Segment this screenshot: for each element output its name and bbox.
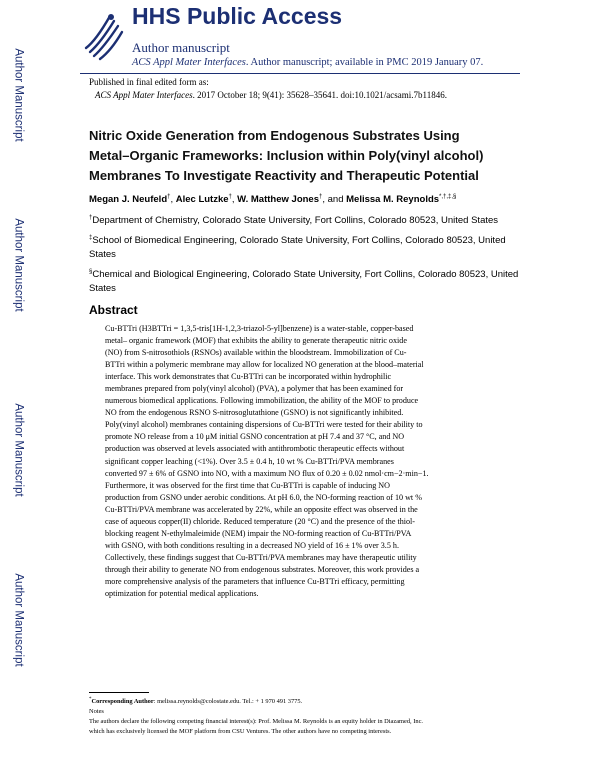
author-name: W. Matthew Jones — [237, 194, 319, 206]
footnotes: *Corresponding Author: melissa.reynolds@colostate.edu. Tel.: + 1 970 491 3775. Notes The authors declare the following competing financial interest(s): Prof. Melissa M. Reynolds is an equity holder in Diazamed, Inc. which has exclusively licensed the MOF platform from CSU Ventures. The other authors have no competing interests. — [89, 697, 423, 736]
publication-info: Published in final edited form as: ACS Appl Mater Interfaces. 2017 October 18; 9(41): 35628–35641. doi:10.1021/acsami.7b11846. — [89, 77, 447, 100]
abstract-line: interface. This work demonstrates that Cu-BTTri can be incorporated within hydrophilic — [105, 372, 392, 382]
abstract-line: Poly(vinyl alcohol) membranes containing dispersions of Cu-BTTri were tested for their ability to — [105, 420, 423, 430]
side-label: Author Manuscript — [13, 403, 26, 497]
affiliation: ‡School of Biomedical Engineering, Colorado State University, Fort Collins, Colorado 80523, United States — [89, 235, 506, 261]
affiliation: §Chemical and Biological Engineering, Colorado State University, Fort Collins, Colorado 80523, United States — [89, 269, 519, 295]
hhs-public-access-banner: HHS Public Access — [132, 3, 343, 29]
side-label: Author Manuscript — [13, 48, 26, 142]
author-manuscript-label: Author manuscript — [132, 40, 230, 55]
footnote-divider — [89, 692, 149, 693]
abstract-line: blocking reagent N-ethylmaleimide (NEM) impair the NO-forming reaction of Cu-BTTri/PVA — [105, 528, 412, 538]
abstract-line: case of aqueous copper(II) chloride. Reduced temperature (20 °C) and the presence of the thiol- — [105, 516, 415, 526]
abstract-line: NO from the endogenous RSNO S-nitrosoglutathione (GSNO) is not significantly inhibited. — [105, 408, 404, 418]
abstract-line: metal– organic framework (MOF) that exhibits the ability to generate therapeutic nitric oxide — [105, 336, 407, 346]
side-label: Author Manuscript — [13, 218, 26, 312]
abstract-line: (NO) from S-nitrosothiols (RSNOs) available within the bloodstream. Immobilization of Cu- — [105, 348, 407, 358]
abstract-line: significant copper leaching (<1%). Over 3.5 ± 0.4 h, 10 wt % Cu-BTTri/PVA membranes — [105, 456, 394, 466]
abstract-line: through their ability to generate NO from endogenous substrates. Moreover, this work provides a — [105, 564, 420, 574]
abstract-line: more comprehensive analysis of the parameters that influence Cu-BTTri efficacy, permitting — [105, 576, 405, 586]
abstract-heading: Abstract — [89, 303, 138, 317]
author-name: Megan J. Neufeld — [89, 194, 168, 206]
abstract-line: Cu-BTTri/PVA membrane was accelerated by 22%, while an opposite effect was observed in the — [105, 504, 418, 514]
hhs-eagle-logo-icon — [80, 8, 128, 62]
author-name: Melissa M. Reynolds — [346, 194, 440, 206]
abstract-line: promote NO release from a 10 μM initial GSNO concentration at pH 7.4 and 37 °C, and NO — [105, 432, 405, 442]
side-label: Author Manuscript — [13, 573, 26, 667]
availability-line: ACS Appl Mater Interfaces. Author manuscript; available in PMC 2019 January 07. — [132, 57, 484, 68]
abstract-line: BTTri within a polymeric membrane may allow for localized NO generation at the blood–material — [105, 360, 424, 370]
abstract-line: production was observed at levels associated with antithrombotic therapeutic effects without — [105, 444, 405, 454]
header-divider — [80, 73, 520, 74]
author-name: Alec Lutzke — [175, 194, 229, 206]
abstract-body — [105, 323, 525, 600]
author-list: Megan J. Neufeld†, Alec Lutzke†, W. Matthew Jones†, and Melissa M. Reynolds*,†,‡,§ — [89, 194, 457, 206]
abstract-line: with GSNO, with both conditions resulting in a decreased NO yield of 16 ± 1% over 3.5 h. — [105, 540, 399, 550]
article-title: Nitric Oxide Generation from Endogenous Substrates Using Metal–Organic Frameworks: Inclusion within Poly(vinyl alcohol) Membranes To Investigate Reactivity and Therapeutic Potential — [89, 128, 484, 183]
abstract-line: Furthermore, it was observed for the first time that Cu-BTTri is capable of inducing NO — [105, 480, 390, 490]
abstract-line: production from GSNO under aerobic conditions. At pH 6.0, the NO-forming reaction of 10 wt % — [105, 492, 422, 502]
abstract-line: converted 97 ± 6% of GSNO into NO, with a maximum NO flux of 0.20 ± 0.02 nmol·cm−2·min−1. — [105, 468, 429, 478]
abstract-line: numerous biomedical applications. Following immobilization, the ability of the MOF to produce — [105, 396, 419, 406]
abstract-line: membranes prepared from poly(vinyl alcohol) (PVA), a polymer that has been examined for — [105, 384, 404, 394]
affiliation: †Department of Chemistry, Colorado State University, Fort Collins, Colorado 80523, United States — [89, 215, 499, 227]
abstract-line: optimization for potential medical applications. — [105, 589, 259, 599]
abstract-line: Collectively, these findings suggest that Cu-BTTri/PVA membranes may have therapeutic utility — [105, 552, 417, 562]
abstract-line: Cu-BTTri (H3BTTri = 1,3,5-tris[1H-1,2,3-triazol-5-yl]benzene) is a water-stable, copper-based — [105, 324, 414, 333]
